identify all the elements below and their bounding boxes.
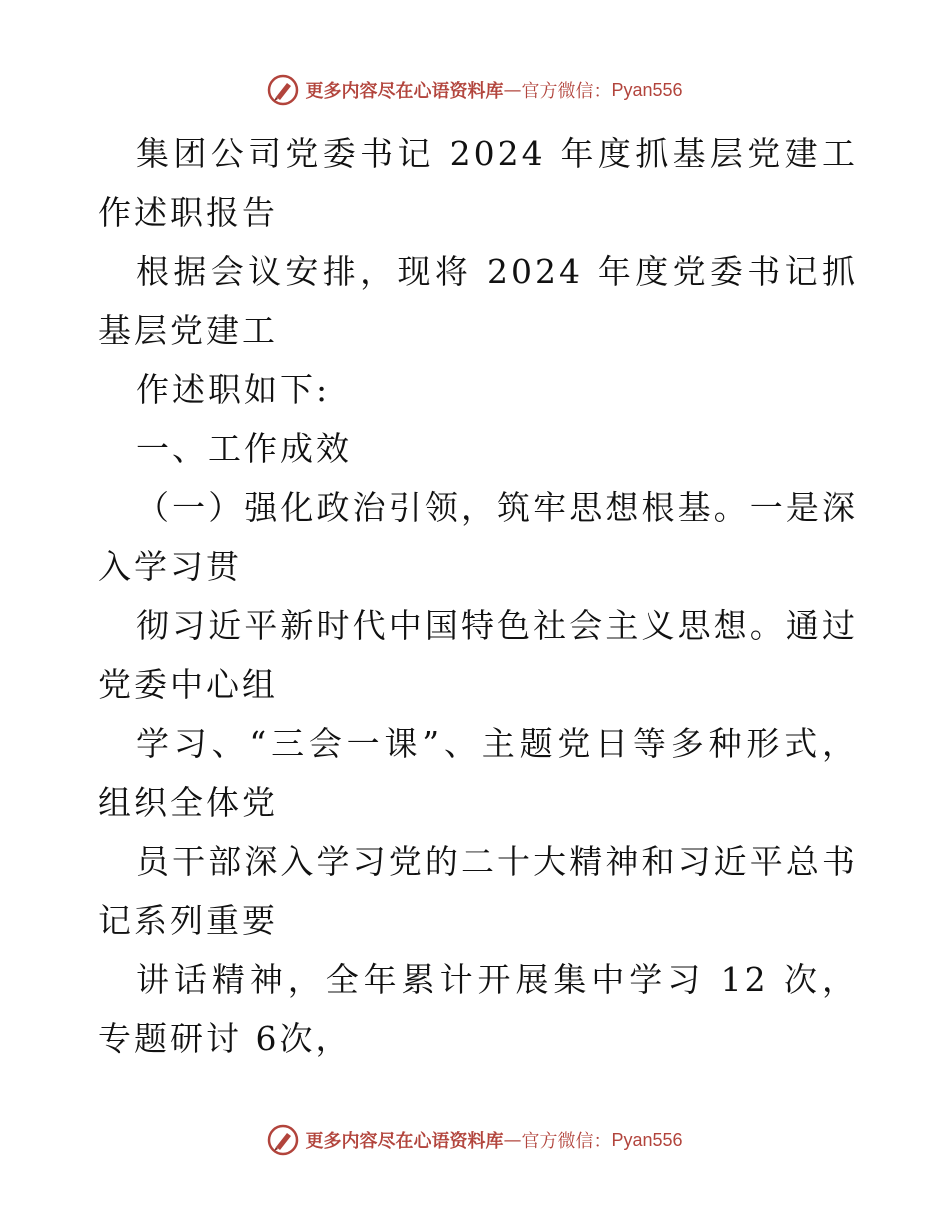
pen-logo-icon — [267, 74, 299, 106]
watermark-separator: — — [503, 79, 522, 101]
body-paragraph: 作述职如下: — [136, 370, 331, 409]
body-paragraph: 讲话精神，全年累计开展集中学习 12 次，专题研讨 6次， — [98, 960, 858, 1058]
body-paragraph: 根据会议安排，现将 2024 年度党委书记抓基层党建工 — [98, 252, 858, 350]
watermark-wechat-label: 官方微信： — [521, 81, 612, 102]
watermark-wechat-label: 官方微信： — [521, 1131, 612, 1152]
body-paragraph: （一）强化政治引领，筑牢思想根基。一是深入学习贯 — [98, 488, 858, 586]
pen-logo-icon — [267, 1124, 299, 1156]
document-title-paragraph: 集团公司党委书记 2024 年度抓基层党建工作述职报告 — [98, 134, 858, 232]
body-paragraph: 学习、“三会一课”、主题党日等多种形式，组织全体党 — [98, 724, 858, 822]
watermark-brand-text: 更多内容尽在心语资料库 — [305, 1131, 504, 1152]
watermark-wechat-id: Pyan556 — [611, 79, 683, 100]
body-paragraph: 彻习近平新时代中国特色社会主义思想。通过党委中心组 — [98, 606, 858, 704]
watermark-header — [0, 70, 950, 110]
watermark-wechat-id: Pyan556 — [611, 1129, 683, 1150]
watermark-separator: — — [503, 1129, 522, 1151]
document-body — [98, 124, 858, 1068]
watermark-brand-text: 更多内容尽在心语资料库 — [305, 81, 504, 102]
section-heading: 一、工作成效 — [136, 429, 352, 468]
body-paragraph: 员干部深入学习党的二十大精神和习近平总书记系列重要 — [98, 842, 858, 940]
watermark-footer — [0, 1120, 950, 1160]
